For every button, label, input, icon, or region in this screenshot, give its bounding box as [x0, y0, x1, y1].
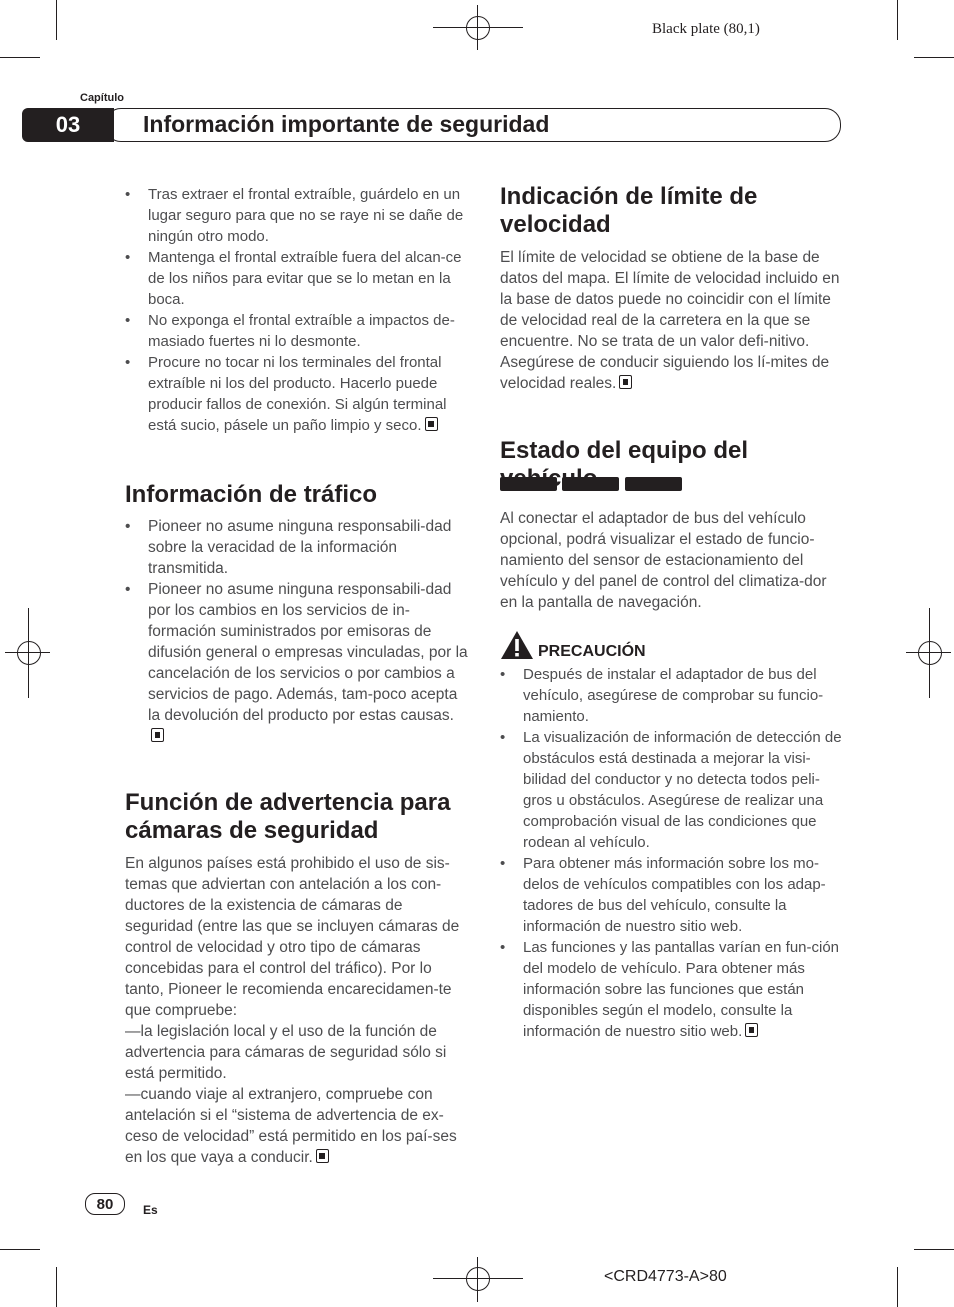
end-of-section-icon [425, 417, 438, 431]
speed-limit-heading: Indicación de límite de velocidad [500, 183, 758, 238]
warning-triangle-icon [500, 630, 534, 665]
list-item: • Pioneer no asume ninguna responsabili-dad por los cambios en los servicios de in-formación suministrados por emisoras de difusión general o empresas vinculadas, por la cancelación de los servicios o por cambios a servicios de pago. Además, tam-poco acepta la devolución del producto por estas causas. [125, 579, 468, 747]
camera-warning-paragraph: En algunos países está prohibido el uso de sis-temas que adviertan con antelación a los con-ductores de la existencia de cámaras de seguridad (entre las que se incluyen cámaras de control de velocidad y otro tipo de cámaras concebidas para el control del tráfico). Por lo tanto, Pioneer le recomienda encarecidamen-te que compruebe: [125, 855, 460, 1019]
list-item: • No exponga el frontal extraíble a impactos de-masiado fuertes ni lo desmonte. [125, 310, 468, 352]
model-tag [625, 477, 682, 491]
list-item: • La visualización de información de detección de obstáculos está destinada a mejorar la visi-bilidad del conductor y no detecta todos peli-gros u obstáculos. Asegúrese de realizar una comprobación visual de las condiciones que rodean al vehículo. [500, 727, 843, 853]
end-of-section-icon [745, 1023, 758, 1037]
vehicle-status-paragraph: Al conectar el adaptador de bus del vehículo opcional, podrá visualizar el estado de funcio-namiento del sensor de estacionamiento del vehículo y del panel de control del climatiza-dor en la pantalla de navegación. [500, 510, 827, 611]
end-of-section-icon [316, 1149, 329, 1163]
list-item: • Tras extraer el frontal extraíble, guárdelo en un lugar seguro para que no se raye ni se dañe de ningún otro modo. [125, 184, 468, 247]
chapter-number: 03 [55, 112, 81, 137]
chapter-number-box [22, 108, 114, 142]
list-item: • Mantenga el frontal extraíble fuera del alcan-ce de los niños para evitar que se lo metan en la boca. [125, 247, 468, 310]
model-tag [500, 477, 557, 491]
list-item: • Las funciones y las pantallas varían en fun-ción del modelo de vehículo. Para obtener más información sobre las funciones que están disponibles según el modelo, consulte la información de nuestro sitio web. [500, 937, 843, 1042]
end-of-section-icon [151, 728, 164, 742]
page-number: 80 [85, 1193, 125, 1215]
chapter-label: Capítulo [80, 92, 124, 104]
language-code: Es [143, 1203, 158, 1217]
list-item: • Para obtener más información sobre los mo-delos de vehículos compatibles con los adap-tadores de bus del vehículo, consulte la información de nuestro sitio web. [500, 853, 843, 937]
end-of-section-icon [619, 375, 632, 389]
camera-warning-heading: Función de advertencia para cámaras de seguridad [125, 789, 451, 844]
plate-label: Black plate (80,1) [652, 21, 760, 37]
caution-bullets [500, 664, 843, 1042]
vehicle-status-heading: Estado del equipo del [500, 437, 749, 464]
traffic-heading: Información de tráfico [125, 481, 378, 508]
speed-limit-paragraph: El límite de velocidad se obtiene de la base de datos del mapa. El límite de velocidad incluido en la base de datos puede no coincidir con el límite de velocidad real de la carretera en la que se encuentre. No se trata de un valor defi-nitivo. Asegúrese de conducir siguiendo los lí-mites de velocidad reales. [500, 249, 840, 392]
intro-bullet-list [125, 184, 468, 436]
traffic-bullet-list [125, 516, 468, 747]
list-item: • Pioneer no asume ninguna responsabili-dad sobre la veracidad de la información transmitida. [125, 516, 468, 579]
model-tag [562, 477, 619, 491]
left-column [125, 184, 468, 1168]
list-item: • Después de instalar el adaptador de bus del vehículo, asegúrese de comprobar su funcio-namiento. [500, 664, 843, 727]
chapter-title: Información importante de seguridad [143, 111, 550, 137]
document-code: <CRD4773-A>80 [604, 1268, 727, 1285]
camera-warning-item-2: —cuando viaje al extranjero, compruebe con antelación si el “sistema de advertencia de ex-ceso de velocidad” está permitido en los paí-ses en los que vaya a conducir. [125, 1086, 457, 1166]
list-item: • Procure no tocar ni los terminales del frontal extraíble ni los del producto. Hacerlo puede producir fallos de conexión. Si algún terminal está sucio, pásele un paño limpio y seco. [125, 352, 468, 436]
right-column [500, 183, 843, 493]
caution-title: PRECAUCIÓN [538, 643, 646, 660]
camera-warning-item-1: —la legislación local y el uso de la función de advertencia para cámaras de seguridad sólo si está permitido. [125, 1023, 447, 1082]
